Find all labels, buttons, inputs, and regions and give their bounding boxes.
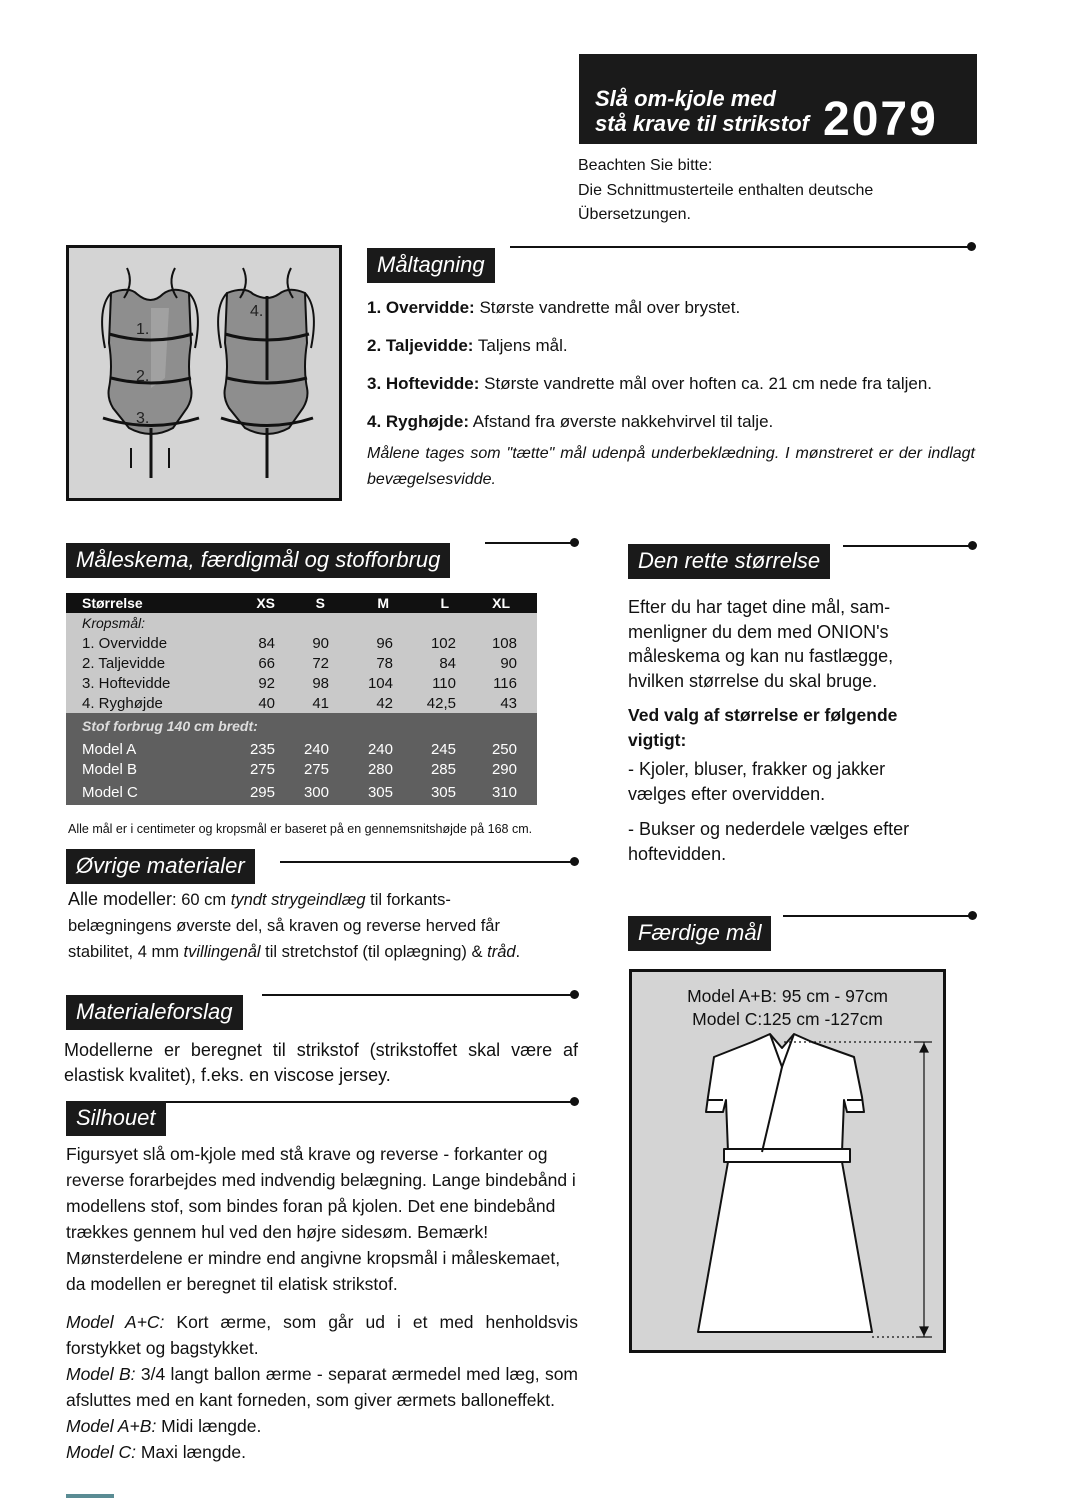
pattern-number: 2079 bbox=[823, 93, 938, 146]
divider bbox=[783, 915, 973, 917]
title-line-1: Slå om-kjole med bbox=[595, 86, 776, 111]
heading-oevrige-materialer: Øvrige materialer bbox=[66, 849, 255, 884]
title-banner bbox=[579, 54, 977, 144]
table-row: 2. Taljevidde 66 72 78 84 90 bbox=[66, 653, 537, 673]
size-guide-text: Efter du har taget dine mål, sam-menligner du dem med ONION's måleskema og kan nu fastlægge, hvilken størrelse du skal bruge. bbox=[628, 597, 894, 691]
divider-dot bbox=[968, 911, 977, 920]
table-row: Model B 275 275 280 285 290 bbox=[66, 759, 537, 779]
model-item: Model A+B: Midi længde. bbox=[66, 1416, 262, 1436]
body-illustration bbox=[69, 248, 339, 498]
divider-dot bbox=[570, 990, 579, 999]
figure-label-3: 3. bbox=[136, 410, 150, 427]
figure-label-2: 2. bbox=[136, 368, 150, 385]
model-item: Model B: 3/4 langt ballon ærme - separat ærmedel med læg, som afsluttes med en kant forneden, som giver ærmets balloneffekt. bbox=[66, 1364, 579, 1410]
table-row: Model C 295 300 305 305 310 bbox=[66, 779, 537, 805]
divider-dot bbox=[570, 1097, 579, 1106]
divider-dot bbox=[570, 857, 579, 866]
figure-label-1: 1. bbox=[136, 321, 150, 338]
heading-maaltagning: Måltagning bbox=[367, 248, 495, 283]
finished-measure-line: Model C:125 cm -127cm bbox=[692, 1009, 883, 1029]
finished-measurements-figure bbox=[629, 969, 946, 1353]
other-materials-text: Alle modeller: 60 cm tyndt strygeindlæg til forkants-belægningens øverste del, så kraven og reverse herved får stabilitet, 4 mm tvillingenål til stretchstof (til oplægning) & tråd. bbox=[68, 889, 521, 961]
table-subheading-row: Stof forbrug 140 cm bredt: bbox=[66, 713, 537, 739]
silhouet-text: Figursyet slå om-kjole med stå krave og reverse - forkanter og reverse forarbejdes med indvendig belægning. Lange bindebånd i modellens stof, som bindes foran på kjolen. Det ene bindebånd trækkes gennem hul ved den højre sidesøm. Bemærk! Mønsterdelene er mindre end angivne kropsmål i måleskemaet, da modellen er beregnet til elatisk strikstof. bbox=[66, 1144, 576, 1294]
table-row: 1. Overvidde 84 90 96 102 108 bbox=[66, 633, 537, 653]
divider-dot bbox=[968, 541, 977, 550]
material-suggestion-text: Modellerne er beregnet til strikstof (strikstoffet skal være af elastisk kvalitet), f.eks. en viscose jersey. bbox=[64, 1040, 578, 1085]
finished-measure-line: Model A+B: 95 cm - 97cm bbox=[687, 986, 888, 1006]
model-item: Model C: Maxi længde. bbox=[66, 1442, 246, 1462]
divider bbox=[262, 994, 575, 996]
table-row: Model A 235 240 240 245 250 bbox=[66, 739, 537, 759]
measurement-note: Målene tages som "tætte" mål udenpå underbeklædning. I mønstreret er der indlagt bevægelsesvidde. bbox=[367, 445, 975, 488]
table-subheading-row: Kropsmål: bbox=[66, 613, 537, 633]
heading-materialeforslag: Materialeforslag bbox=[66, 995, 243, 1030]
measurement-item: 1. Overvidde: Største vandrette mål over brystet. bbox=[367, 298, 741, 317]
size-guide-bullet: - Kjoler, bluser, frakker og jakker vælges efter overvidden. bbox=[628, 759, 886, 804]
table-footnote: Alle mål er i centimeter og kropsmål er baseret på en gennemsnitshøjde på 168 cm. bbox=[68, 822, 533, 836]
footer-bar bbox=[66, 1494, 114, 1498]
table-row: 3. Hoftevidde 92 98 104 110 116 bbox=[66, 673, 537, 693]
figure-label-4: 4. bbox=[250, 303, 264, 320]
size-guide-bold: Ved valg af størrelse er følgende vigtigt: bbox=[628, 705, 898, 750]
heading-maaleskema: Måleskema, færdigmål og stofforbrug bbox=[66, 543, 450, 578]
divider bbox=[510, 246, 972, 248]
divider bbox=[843, 545, 973, 547]
size-table bbox=[66, 593, 537, 805]
table-row: 4. Ryghøjde 40 41 42 42,5 43 bbox=[66, 693, 537, 713]
model-item: Model A+C: Kort ærme, som går ud i et med henholdsvis forstykket og bagstykket. bbox=[66, 1312, 578, 1358]
dress-illustration bbox=[632, 972, 943, 1350]
size-guide-bullet: - Bukser og nederdele vælges efter hoftevidden. bbox=[628, 819, 910, 864]
divider bbox=[485, 542, 575, 544]
heading-faerdige-maal: Færdige mål bbox=[628, 916, 771, 951]
measurement-item: 4. Ryghøjde: Afstand fra øverste nakkehvirvel til talje. bbox=[367, 412, 774, 431]
translation-note: Beachten Sie bitte: Die Schnittmusterteile enthalten deutsche Übersetzungen. bbox=[578, 157, 874, 223]
measurement-item: 2. Taljevidde: Taljens mål. bbox=[367, 336, 568, 355]
title-line-2: stå krave til strikstof bbox=[595, 111, 809, 136]
divider-dot bbox=[967, 242, 976, 251]
measurement-figure bbox=[66, 245, 342, 501]
divider-dot bbox=[570, 538, 579, 547]
divider bbox=[280, 861, 575, 863]
heading-den-rette-stoerrelse: Den rette størrelse bbox=[628, 544, 830, 579]
model-descriptions bbox=[66, 1309, 578, 1465]
table-header-row: Størrelse XS S M L XL bbox=[66, 593, 537, 613]
divider bbox=[166, 1101, 575, 1103]
heading-silhouet: Silhouet bbox=[66, 1101, 166, 1136]
measurement-list bbox=[367, 295, 982, 493]
measurement-item: 3. Hoftevidde: Største vandrette mål over hoften ca. 21 cm nede fra taljen. bbox=[367, 374, 933, 393]
